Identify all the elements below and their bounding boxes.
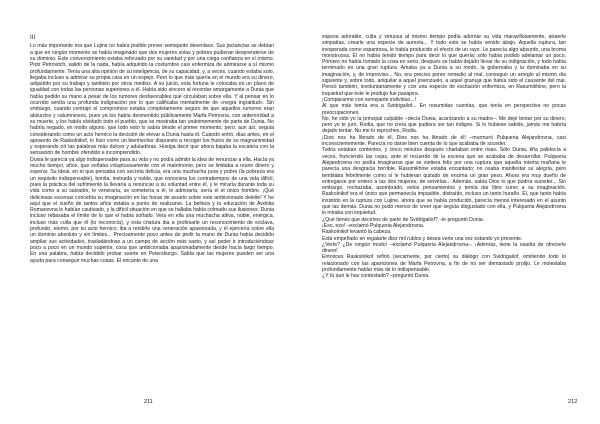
paragraph: Raskolnikof levantó la cabeza. <box>322 229 392 236</box>
page-number: 211 <box>144 399 153 405</box>
paragraph: ¿Y tú qué le has contestado? –preguntó Dunia. <box>322 273 430 280</box>
paragraph: ¡Eso, eso! –exclamó Pulqueria Alejandrovna. <box>322 222 425 229</box>
paragraph: No, he sido yo la principal culpable –decía Dunia, acariciando a su madre–. Me dejé tentar por su dinero, pero yo te juro, Rodia, que no creía que pudiera ser tan indigno. Si lo hubiese sabido, jamás me habría dejado tentar. No me lo reproches, Rodia. <box>322 115 566 135</box>
paragraph: Todos estaban contentos, y cinco minutos después charlaban entre risas. Sólo Dunia, tiña palidecía a veces, frunciendo las cejas, ante el recuerdo de la escena que se acababa de desarrollar. Pulqueria Alejandrovna no podía imaginarse que se sintiera feliz por una ruptura que aquella misma mañana le parecía una desgracia horrible. Rasumikhine estaba encantado; no osaba manifestar su alegría, pero temblaba febrilmente como si le hubieran quitado de encima un gran peso. Ahora era muy dueño de entregarse por entero a las dos mujeres, de servirlas... Además, sabía Dios lo que podría suceder... Sin embargo, rechazaba, asombrado, estos pensamientos y temía dar libre curso a su imaginación. Raskolnikof era el único que permanecía impasible, distraído, incluso un tanto huraño. Él, que tanto había insistido en la ruptura con Lujine, ahora que se había producido, parecía menos interesado en el asunto que las demás. Dunia no pudo menos de creer que seguía disgustado con ella, y Pulqueria Alejandrovna lo miraba con inquietud. <box>322 147 566 217</box>
paragraph: ¡Dios nos ha librado de él, Dios nos ha librado de él! –murmuró Pulqueria Alejandrovna, casi inconscientemente. Parecía no darse bien cuenta de lo que acababa de suceder. <box>322 134 566 148</box>
paragraph: Lo más importante era que Lujine no había podido prever semejante desenlace. Sus jactancias se debían a que en ningún momento se había imaginado que dos mujeres solas y pobres pudieran desprenderse de su dominio. Este convencimiento estaba reforzado por su vanidad y por una ciega confianza en sí mismo. Piotr Petrovitch, salido de la nada, había adquirido la costumbre casi enfermiza de admirarse a sí mismo profundamente. Tenía una alta opinión de su inteligencia, de su capacidad, y, a veces, cuando estaba solo, llegaba incluso a admirar su propia cara en un espejo. Pero lo que más quería en el mundo era su dinero, adquirido por su trabajo y también por otros medios. A su juicio, esta fortuna le colocaba en un plano de igualdad con todas las personas superiores a él. Había sido sincero al recordar amargamente a Dunia que había pedido su mano a pesar de los rumores desfavorables que circulaban sobre ella. Y al pensar en lo ocurrido sentía una profunda indignación por lo que calificaba mentalmente de «negra ingratitud». Sin embargo, cuando contrajo el compromiso estaba completamente seguro de que aquellos rumores eran absurdos y calumniosos, pues ya los había desmentido públicamente Marfa Petrovna, con anterioridad a su muerte, y los había olvidado todo el pueblo, que se mostraba tan unánimemente de parte de Dunia. No habría negado, en modo alguno, que todo esto lo sabía desde el primer momento, pero, aun así, seguía considerando como un acto heroico la decisión de elevar a Dunia hasta él. Cuando entró, días antes, en el aposento de Raskolnikof, lo hizo como un bienhechor dispuesto a recoger los frutos de su magnanimidad y esperando oír las palabras más dulces y aduladoras. Huelga decir que ahora bajaba la escalera con la sensación de hombre ofendido e incomprendido. <box>30 43 274 157</box>
paragraph: Al que más temía era a Svidrigailof... En resumidas cuentas, que tenía en perspectiva no pocas preocupaciones. <box>322 103 566 116</box>
page-number: 212 <box>568 399 578 405</box>
paragraph: ¿Qué tienes que decirnos de parte de Svidrigailof? –le preguntó Dunia. <box>322 216 485 223</box>
paragraph: Está empeñado en regalarte diez mil rublos y desea verte una vez estando yo presente. <box>322 235 523 242</box>
chapter-heading: III <box>30 34 36 41</box>
paragraph: Dunia le parecía ya algo indispensable para su vida y no podía admitir la idea de renunciar a ella. Hacía ya mucho tiempo, años, que soñaba voluptuosamente con el matrimonio, pero se limitaba a reunir dinero y esperar. Su ideal, en el que pensaba con secreta delicia, era una muchacha pura y pobre (la pobreza era un requisito indispensable), bonita, instruida y noble, que conociera los contratiempos de una vida difícil, pues la práctica del sufrimiento la llevaría a renunciar a su voluntad entre él, y le miraría durante toda su vida como a su salvador, le veneraría, se sometería a él, le admiraría, sería el el único hombre. ¡Qué deliciosas escenas concebía su imaginación en las horas de asueto sobre este ambicionado deleite! Y he aquí que el sueño de tantos años estaba a punto de realizarse. La belleza y la educación de Avdotia Romanovna le habían cautivado, y la difícil situación en que se hallaba había colmado sus ilusiones. Dunia incluso rebasaba el límite de lo que el había soñado. Veía en ella una muchacha altiva, noble, enérgica, incluso más culta que él (lo reconocía), y esta criatura iba a profesarle un reconocimiento de esclava, profundo, eterno, por su acto heroico; iba a rendirle una veneración apasionada, y él ejercería sobre ella un dominio absoluto y sin límites... Precisamente poco antes de pedir la mano de Dunia había decidido ampliar sus actividades, trasladándose a un campo de acción más vasto, y así poder ir introduciéndose poco a poco en un mundo superior, cosa que ambicionaba apasionadamente desde hacía largo tiempo. En una palabra, había decidido probar suerte en Petersburgo. Sabía que las mujeres pueden ser una ayuda para conseguir muchas cosas. El encanto de una <box>30 156 274 264</box>
paragraph: ¿Verte? ¿De ningún modo! –exclamó Pulqueria Alejandrovna–. ¡Además, tiene la osadía de ofrecerle dinero! <box>322 241 566 255</box>
paragraph: ¡Compararme con semejante individuo...! <box>322 96 417 103</box>
paragraph: esposa adorable, culta y virtuosa al mismo tiempo podía adornar su vida maravillosamente, atraerle simpatías, crearle una especie de aureola... Y todo esto se había venido abajo. Aquella ruptura, tan inesperada como espantosa, le había producido el efecto de un rayo. Le parecía algo absurdo, una broma monstruosa. Él no había tenido tiempo para decir lo que quería; sólo había podido adelantar un poco. Primero no había tomado la cosa en serio, después se había dejado llevar de su indignación, y todo había terminado en una gran ruptura. Amaba ya a Dunia a su modo, la gobernaba y la dominaba en su imaginación, y, de improviso... No, era preciso poner remedio al mal, conseguir un arreglo al mismo día siguiente y, sobre todo, aniquilar a aquel jovenzuelo, a aquel granuja que había sido el causante del mal. Pensó también, involuntariamente y con una especie de excitación enfermiza, en Rasumikhine, pero la inquietud que éste le produjo fue pasajera. <box>322 34 566 97</box>
paragraph: Entonces Raskolnikof refirió (secamente, por cierto) su diálogo con Svidrigailof, omitiendo todo lo relacionado con las apariciones de Marfa Petrovna, a fin de no ser demasiado prolijo. Le molestaba profundamente hablar más de lo indispensable. <box>322 254 566 273</box>
right-page <box>300 0 600 424</box>
